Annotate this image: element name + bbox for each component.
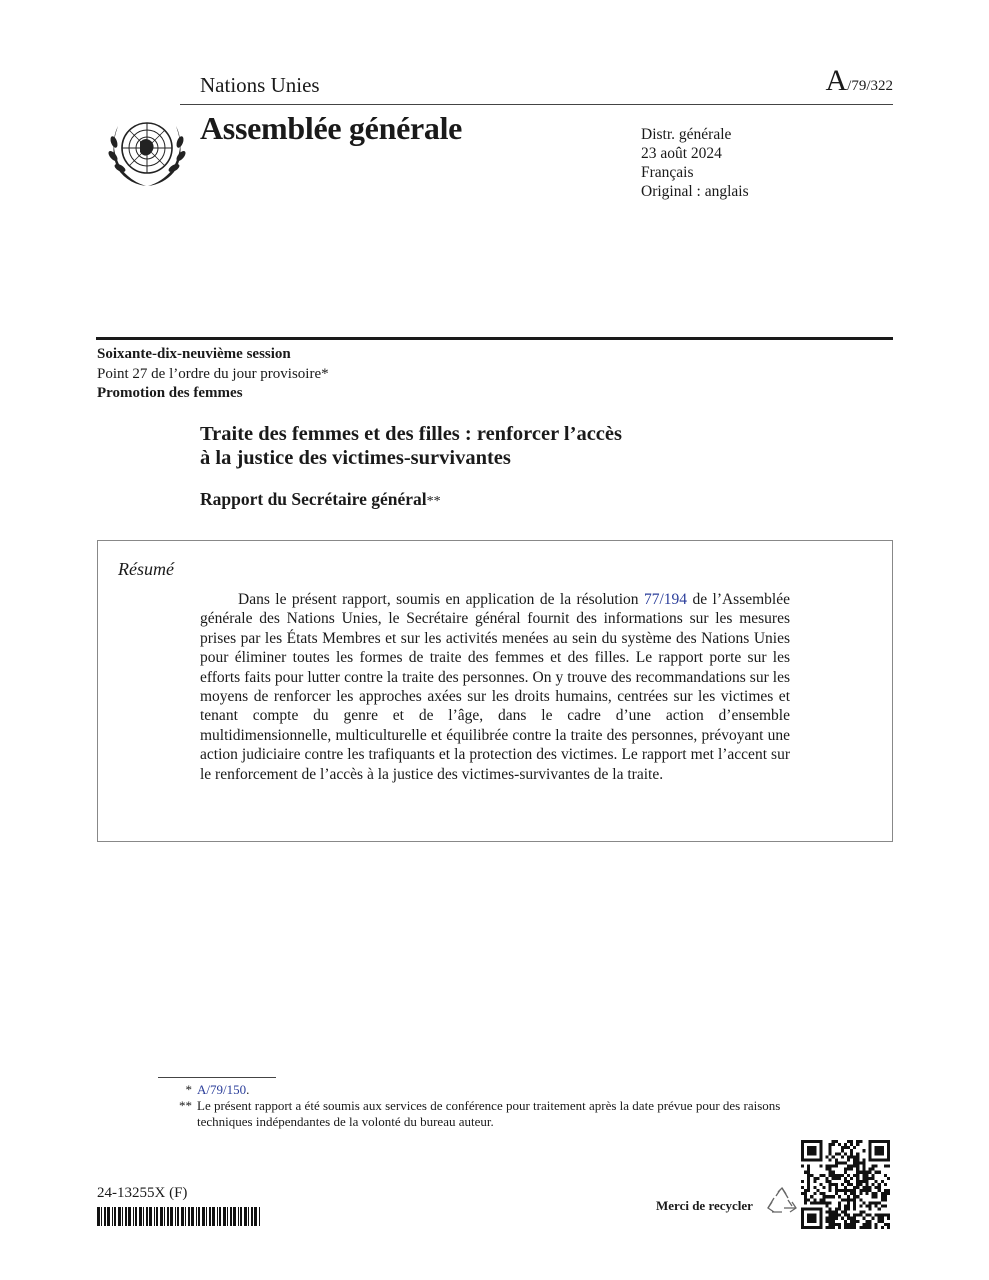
distribution-original: Original : anglais — [641, 183, 749, 200]
agenda-item: Point 27 de l’ordre du jour provisoire* — [97, 365, 329, 382]
footnote-text: . — [246, 1082, 250, 1097]
barcode-icon — [97, 1207, 261, 1226]
symbol-number: /79/322 — [847, 78, 893, 94]
footnote-mark: ** — [179, 1098, 192, 1113]
report-of-label: Rapport du Secrétaire général — [200, 489, 427, 509]
title-line-1: Traite des femmes et des filles : renforcer l’accès — [200, 423, 622, 445]
distribution-block — [641, 125, 749, 201]
distribution-type: Distr. générale — [641, 126, 732, 143]
recycle-icon — [766, 1186, 798, 1218]
summary-heading: Résumé — [118, 559, 174, 579]
organization-name: Nations Unies — [200, 73, 320, 97]
session-rule — [96, 337, 893, 340]
resolution-link[interactable]: 77/194 — [643, 591, 688, 608]
title-line-2: à la justice des victimes-survivantes — [200, 447, 511, 469]
distribution-date: 23 août 2024 — [641, 145, 722, 162]
header-rule — [180, 104, 893, 105]
summary-text-rest: de l’Assemblée générale des Nations Unies, le Secrétaire général fournit des informations sur les mesures prises par les États Membres et sur les activités menées au sein du système des Nations Unies pour éliminer toutes les formes de traite des femmes et des filles. Le rapport porte sur les efforts faits pour lutter contre la traite des personnes. On y trouve des recommandations sur les moyens de renforcer les approches axées sur les droits humains, centrées sur les victimes et tenant compte du genre et de l’âge, dans le cadre d’une action d’ensemble multidimensionnelle, multiculturelle et équilibrée contre la traite des personnes, prévoyant une action judiciaire contre les trafiquants et la protection des victimes. Le rapport met l’accent sur le renforcement de l’accès à la justice des victimes-survivantes de la traite. — [200, 591, 790, 783]
summary-text — [200, 590, 790, 784]
footnote-mark: * — [185, 1082, 192, 1097]
footnote-1 — [168, 1082, 788, 1098]
agenda-topic: Promotion des femmes — [97, 385, 243, 401]
session-name: Soixante-dix-neuvième session — [97, 346, 291, 362]
footnote-text: Le présent rapport a été soumis aux services de conférence pour traitement après la date prévue pour des raisons techniques indépendantes de la volonté du bureau auteur. — [197, 1098, 781, 1129]
report-of-footnote-mark: ** — [426, 494, 441, 509]
document-symbol — [825, 64, 893, 98]
footnote-2 — [168, 1098, 788, 1130]
qr-code-icon — [801, 1140, 890, 1229]
job-number: 24-13255X (F) — [97, 1185, 188, 1201]
symbol-letter: A — [825, 64, 848, 97]
document-title — [200, 422, 622, 470]
footnote-rule — [158, 1077, 276, 1078]
recycle-label: Merci de recycler — [656, 1198, 753, 1213]
footnotes — [168, 1082, 788, 1130]
summary-box — [97, 540, 893, 842]
session-block — [97, 345, 329, 404]
report-of — [200, 489, 441, 510]
agenda-document-link[interactable]: A/79/150 — [197, 1082, 247, 1097]
distribution-language: Français — [641, 164, 694, 181]
summary-text-start: Dans le présent rapport, soumis en application de la résolution — [238, 591, 644, 608]
un-emblem-icon — [100, 112, 194, 192]
body-name: Assemblée générale — [200, 110, 463, 146]
